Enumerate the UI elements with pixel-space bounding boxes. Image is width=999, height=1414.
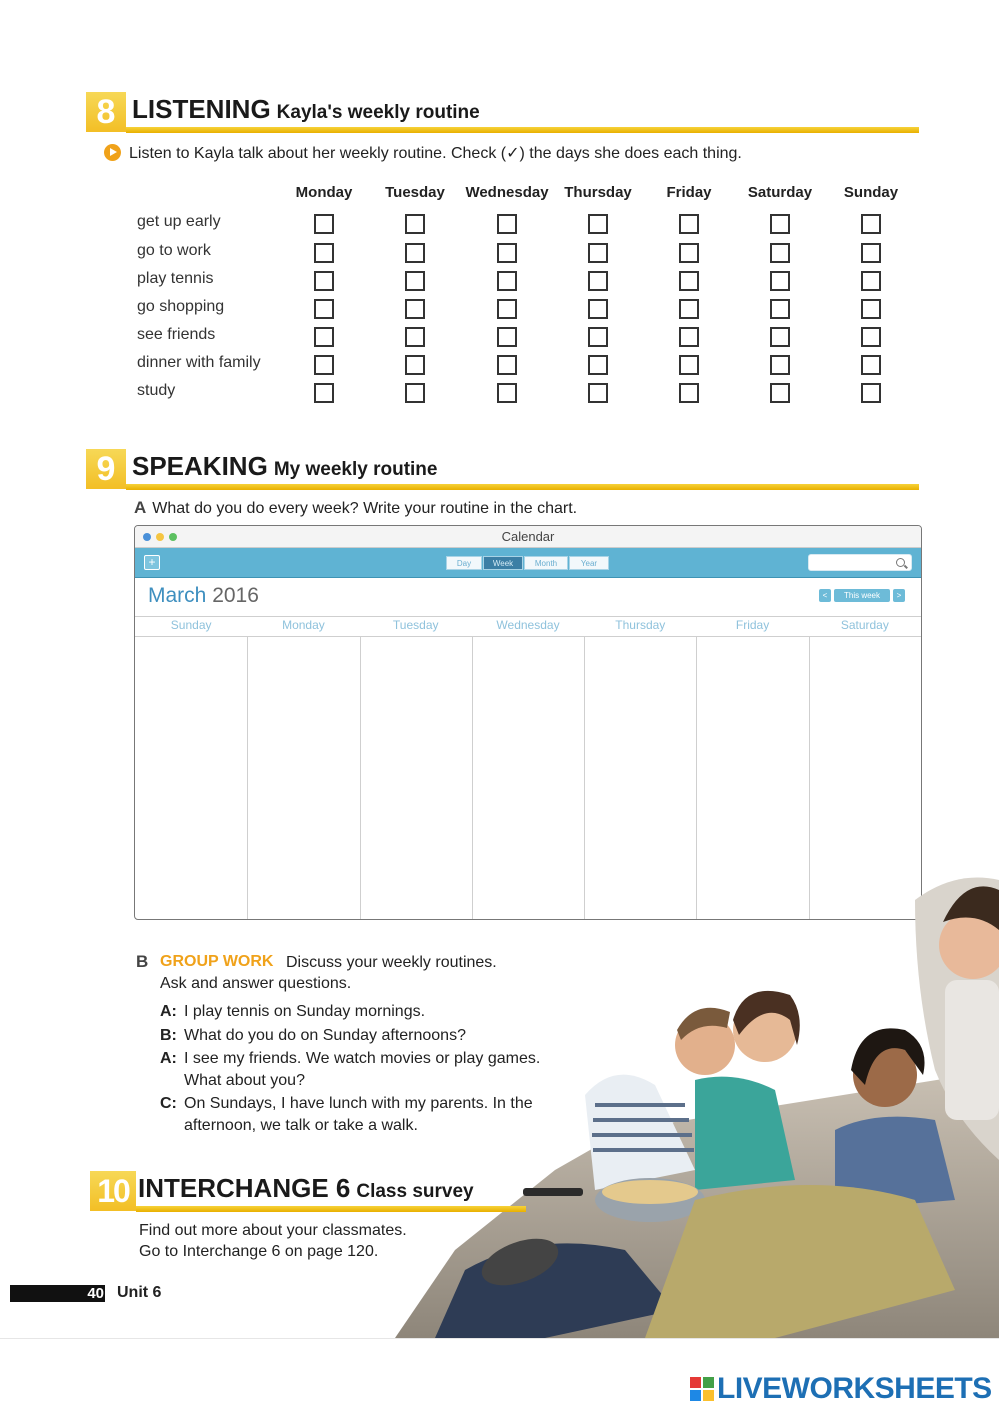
dialogue-line: What do you do on Sunday afternoons?: [184, 1026, 466, 1044]
day-checkbox[interactable]: [314, 383, 334, 403]
calendar-divider: [135, 616, 921, 617]
day-checkbox[interactable]: [314, 299, 334, 319]
day-checkbox[interactable]: [405, 243, 425, 263]
section-subtitle: Kayla's weekly routine: [276, 102, 480, 123]
part-a-label: A: [134, 498, 147, 517]
day-checkbox[interactable]: [588, 383, 608, 403]
dialogue-line: I play tennis on Sunday mornings.: [184, 1003, 426, 1020]
activity-label: dinner with family: [137, 354, 261, 371]
day-checkbox[interactable]: [405, 383, 425, 403]
day-checkbox[interactable]: [770, 214, 790, 234]
prev-week-button[interactable]: <: [819, 589, 831, 602]
section-rule: [126, 127, 919, 133]
day-checkbox[interactable]: [770, 299, 790, 319]
window-dot-icon[interactable]: [169, 533, 177, 541]
day-checkbox[interactable]: [314, 355, 334, 375]
day-checkbox[interactable]: [497, 271, 517, 291]
speaking-part-a: [134, 498, 577, 518]
interchange-text: Go to Interchange 6 on page 120.: [139, 1243, 379, 1260]
day-checkbox[interactable]: [588, 271, 608, 291]
activity-label: go to work: [137, 242, 211, 259]
speaker-label: A:: [160, 1050, 177, 1067]
day-checkbox[interactable]: [405, 271, 425, 291]
day-checkbox[interactable]: [861, 299, 881, 319]
view-tab-week[interactable]: Week: [483, 556, 523, 570]
calendar-day-header: Tuesday: [392, 618, 439, 632]
speaker-label: A:: [160, 1003, 177, 1020]
unit-label: Unit 6: [117, 1284, 162, 1301]
calendar-month-label: [148, 584, 259, 608]
calendar-window: [134, 525, 922, 920]
day-checkbox[interactable]: [588, 327, 608, 347]
day-header: Monday: [295, 184, 353, 201]
interchange-text: Find out more about your classmates.: [139, 1222, 407, 1239]
day-checkbox[interactable]: [770, 243, 790, 263]
calendar-toolbar: [135, 548, 921, 578]
section-rule: [126, 484, 919, 490]
day-checkbox[interactable]: [314, 327, 334, 347]
window-dot-icon[interactable]: [156, 533, 164, 541]
section-number: 9: [86, 449, 126, 489]
window-dot-icon[interactable]: [143, 533, 151, 541]
day-checkbox[interactable]: [588, 299, 608, 319]
day-checkbox[interactable]: [679, 383, 699, 403]
calendar-day-header: Wednesday: [496, 618, 560, 632]
dialogue-line: On Sundays, I have lunch with my parents. In the: [184, 1095, 533, 1112]
day-checkbox[interactable]: [679, 243, 699, 263]
section-number: 8: [86, 92, 126, 132]
day-header: Wednesday: [465, 184, 549, 201]
calendar-window-title: Calendar: [501, 529, 555, 544]
activity-label: play tennis: [137, 270, 214, 287]
calendar-day-cell[interactable]: [248, 637, 358, 919]
section-10-header: [86, 1171, 526, 1211]
add-event-button[interactable]: +: [144, 555, 160, 570]
speaker-label: B:: [160, 1026, 177, 1044]
activity-label: get up early: [137, 213, 221, 230]
next-week-button[interactable]: >: [893, 589, 905, 602]
day-checkbox[interactable]: [497, 243, 517, 263]
listening-instruction: [104, 143, 742, 163]
day-checkbox[interactable]: [497, 327, 517, 347]
section-8-header: [86, 92, 921, 132]
calendar-year: 2016: [212, 584, 259, 607]
day-checkbox[interactable]: [314, 214, 334, 234]
view-tab-year[interactable]: Year: [569, 556, 609, 570]
section-number: 10: [90, 1171, 136, 1211]
day-checkbox[interactable]: [497, 299, 517, 319]
calendar-day-header: Saturday: [840, 618, 889, 632]
section-title-text: SPEAKING: [132, 451, 268, 481]
day-header: Thursday: [564, 184, 632, 201]
activity-label: go shopping: [137, 298, 225, 315]
day-checkbox[interactable]: [770, 327, 790, 347]
page-rule: [0, 1338, 999, 1339]
page-number: 40: [87, 1285, 104, 1302]
day-checkbox[interactable]: [405, 299, 425, 319]
calendar-search-input[interactable]: [808, 554, 912, 571]
day-checkbox[interactable]: [588, 355, 608, 375]
day-checkbox[interactable]: [861, 271, 881, 291]
day-checkbox[interactable]: [497, 383, 517, 403]
calendar-day-header: Thursday: [615, 618, 666, 632]
section-title-text: INTERCHANGE 6: [138, 1173, 351, 1203]
section-title: [138, 1173, 474, 1204]
section-title: [132, 94, 480, 125]
dialogue-line: I see my friends. We watch movies or play games.: [184, 1050, 541, 1067]
part-b-text: Ask and answer questions.: [160, 975, 352, 992]
day-checkbox[interactable]: [770, 383, 790, 403]
calendar-day-cell[interactable]: [136, 637, 246, 919]
activity-label: see friends: [137, 326, 216, 343]
day-checkbox[interactable]: [770, 271, 790, 291]
part-b-text: Discuss your weekly routines.: [286, 954, 497, 971]
play-audio-icon[interactable]: [104, 144, 121, 161]
day-checkbox[interactable]: [861, 383, 881, 403]
section-rule: [136, 1206, 526, 1212]
dialogue-line: What about you?: [184, 1071, 305, 1089]
day-checkbox[interactable]: [588, 243, 608, 263]
calendar-day-header: Monday: [282, 618, 325, 632]
group-work-label: GROUP WORK: [160, 953, 274, 970]
day-header: Tuesday: [385, 184, 445, 201]
section-subtitle: My weekly routine: [273, 459, 438, 480]
part-b-label: B: [136, 952, 149, 971]
calendar-month: March: [148, 584, 207, 607]
day-checkbox[interactable]: [314, 271, 334, 291]
day-header: Friday: [666, 184, 712, 201]
part-a-text: What do you do every week? Write your routine in the chart.: [152, 500, 578, 517]
view-tab-day[interactable]: Day: [446, 556, 482, 570]
day-checkbox[interactable]: [314, 243, 334, 263]
day-checkbox[interactable]: [679, 271, 699, 291]
view-tab-month[interactable]: Month: [524, 556, 568, 570]
section-title-text: LISTENING: [132, 94, 271, 124]
calendar-titlebar: [135, 526, 921, 548]
dialogue-line: afternoon, we talk or take a walk.: [184, 1116, 418, 1134]
speaker-label: C:: [160, 1095, 177, 1112]
day-checkbox[interactable]: [679, 214, 699, 234]
calendar-day-header: Friday: [735, 618, 770, 632]
day-checkbox[interactable]: [861, 243, 881, 263]
activity-label: study: [137, 382, 176, 399]
day-checkbox[interactable]: [679, 355, 699, 375]
day-checkbox[interactable]: [497, 214, 517, 234]
section-title: [132, 451, 437, 482]
day-checkbox[interactable]: [497, 355, 517, 375]
liveworksheets-logo-icon: [690, 1377, 714, 1401]
calendar-day-header: Sunday: [170, 618, 212, 632]
section-subtitle: Class survey: [356, 1181, 474, 1202]
day-checkbox[interactable]: [861, 214, 881, 234]
day-checkbox[interactable]: [405, 214, 425, 234]
day-header: Saturday: [747, 184, 813, 201]
day-checkbox[interactable]: [679, 299, 699, 319]
day-checkbox[interactable]: [588, 214, 608, 234]
search-icon: [896, 558, 905, 567]
instruction-text: Listen to Kayla talk about her weekly routine. Check (✓) the days she does each thing.: [129, 145, 742, 162]
day-checkbox[interactable]: [861, 355, 881, 375]
day-checkbox[interactable]: [405, 355, 425, 375]
section-9-header: [86, 449, 921, 489]
day-header: Sunday: [843, 184, 899, 201]
day-checkbox[interactable]: [770, 355, 790, 375]
day-checkbox[interactable]: [679, 327, 699, 347]
this-week-button[interactable]: This week: [834, 589, 890, 602]
brand-name: LIVEWORKSHEETS: [717, 1372, 992, 1405]
day-checkbox[interactable]: [861, 327, 881, 347]
day-checkbox[interactable]: [405, 327, 425, 347]
